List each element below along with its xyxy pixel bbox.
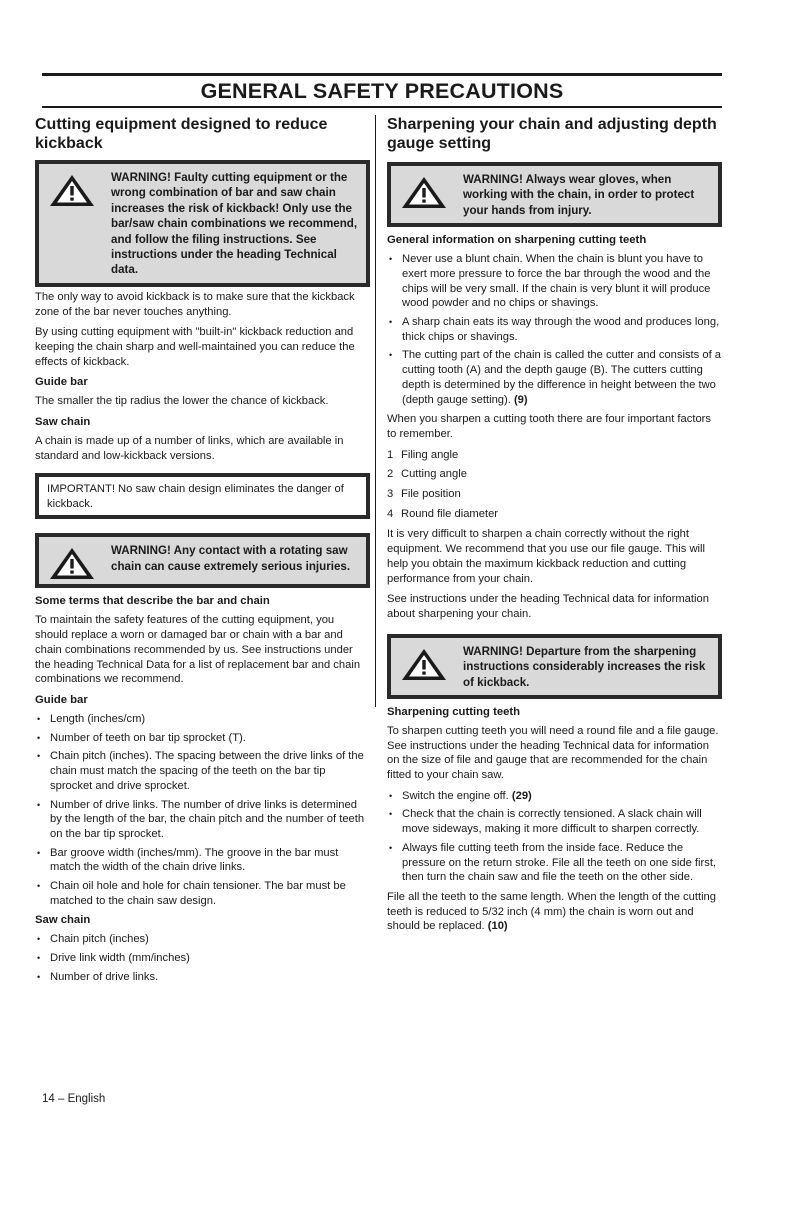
list-item: • Check that the chain is correctly tensioned. A slack chain will move sideways, making it more difficult to sharpen correctly. (387, 807, 722, 836)
warning-box-gloves (387, 162, 722, 227)
subheading-general-info: General information on sharpening cutting teeth (387, 234, 647, 247)
warning-triangle-icon (47, 547, 105, 579)
list-item: • The cutting part of the chain is called the cutter and consists of a cutting tooth (A) and the depth gauge (B). The cutters cutting depth is determined by the difference in height between the two (depth gauge setting). (9) (387, 348, 722, 407)
warning-box-departure (387, 634, 722, 699)
subheading-guide-bar: Guide bar (35, 376, 88, 389)
general-info-list (387, 252, 722, 407)
list-item: 1 Filing angle (387, 448, 459, 461)
warning-text: WARNING! Always wear gloves, when working with the chain, in order to protect your hands from injury. (463, 173, 695, 217)
subheading-saw-chain: Saw chain (35, 914, 91, 927)
figure-reference: (10) (487, 920, 508, 933)
warning-triangle-icon (399, 176, 457, 208)
list-item: • Length (inches/cm) (35, 712, 370, 727)
page-title: GENERAL SAFETY PRECAUTIONS (200, 79, 564, 103)
list-item: • Number of teeth on bar tip sprocket (T). (35, 731, 370, 746)
paragraph: File all the teeth to the same length. When the length of the cutting teeth is reduced to 5/32 inch (4 mm) the chain is worn out and should be replaced. (10) (387, 890, 716, 933)
list-item: • Drive link width (mm/inches) (35, 951, 370, 966)
subheading-sharpening-teeth: Sharpening cutting teeth (387, 705, 521, 718)
paragraph: A chain is made up of a number of links, which are available in standard and low-kickback versions. (35, 435, 344, 462)
list-item: • Bar groove width (inches/mm). The groove in the bar must match the width of the chain drive links. (35, 846, 370, 875)
paragraph: To maintain the safety features of the cutting equipment, you should replace a worn or damaged bar or chain with a bar and chain combinations recommended by us. See instructions under the heading Technical Data for a list of replacement bar and chain combinations we recommend. (35, 614, 361, 686)
sharpening-list (387, 789, 722, 885)
paragraph: It is very difficult to sharpen a chain correctly without the right equipment. We recommend that you use our file gauge. This will help you obtain the maximum kickback reduction and cutting performance from your chain. (387, 528, 705, 585)
important-notice-box: IMPORTANT! No saw chain design eliminates the danger of kickback. (35, 473, 370, 519)
list-item: • Chain pitch (inches). The spacing between the drive links of the chain must match the spacing of the teeth on the bar tip sprocket and drive sprocket. (35, 749, 370, 793)
figure-reference: (29) (511, 789, 532, 802)
list-item: 4 Round file diameter (387, 507, 499, 520)
title-rule (42, 106, 722, 108)
paragraph: The smaller the tip radius the lower the chance of kickback. (35, 395, 329, 408)
column-divider (375, 115, 376, 707)
paragraph: When you sharpen a cutting tooth there are four important factors to remember. (387, 413, 711, 440)
warning-box-faulty-equipment (35, 160, 370, 287)
section-title-sharpening: Sharpening your chain and adjusting depth gauge setting (387, 116, 717, 152)
paragraph: By using cutting equipment with "built-in" kickback reduction and keeping the chain sharp and well-maintained you can reduce the effects of kickback. (35, 326, 355, 368)
list-item: • Chain pitch (inches) (35, 932, 370, 947)
list-item: • Never use a blunt chain. When the chain is blunt you have to exert more pressure to force the bar through the wood and the chips will be very small. If the chain is very blunt it will produce wood powder and no chips or shavings. (387, 252, 722, 311)
list-item: 3 File position (387, 488, 461, 501)
warning-triangle-icon (399, 648, 457, 680)
warning-text: WARNING! Departure from the sharpening instructions considerably increases the risk of kickback. (463, 644, 706, 689)
paragraph: The only way to avoid kickback is to make sure that the kickback zone of the bar never touches anything. (35, 290, 355, 318)
warning-triangle-icon (47, 174, 105, 206)
page-footer: 14 – English (42, 1093, 106, 1105)
list-item: • Number of drive links. (35, 970, 370, 985)
list-item: • Switch the engine off. (29) (387, 789, 722, 804)
subheading-guide-bar: Guide bar (35, 693, 88, 706)
list-item: • Always file cutting teeth from the inside face. Reduce the pressure on the return stroke. File all the teeth on one side first, then turn the chain saw and file the teeth on the other side. (387, 841, 722, 885)
list-item: 2 Cutting angle (387, 468, 467, 481)
guide-bar-list (35, 712, 370, 908)
figure-reference: (9) (513, 393, 528, 406)
list-item: • A sharp chain eats its way through the wood and produces long, thick chips or shavings. (387, 315, 722, 344)
warning-text: WARNING! Any contact with a rotating saw chain can cause extremely serious injuries. (111, 544, 351, 573)
right-column (387, 115, 722, 940)
paragraph: To sharpen cutting teeth you will need a round file and a file gauge. See instructions under the heading Technical data for information on the size of file and gauge that are recommended for the chain fitted to your chain saw. (387, 724, 719, 782)
warning-box-rotating-chain (35, 533, 370, 588)
list-item: • Number of drive links. The number of drive links is determined by the length of the bar, the chain pitch and the number of teeth on the bar tip sprocket. (35, 798, 370, 842)
warning-text: WARNING! Faulty cutting equipment or the wrong combination of bar and saw chain increases the risk of kickback! Only use the bar/saw chain combinations we recommend, and follow the filing instructions. See instructions under the heading Technical data. (111, 171, 358, 277)
section-title-kickback: Cutting equipment designed to reduce kickback (35, 116, 328, 152)
saw-chain-list (35, 932, 370, 984)
subheading-terms: Some terms that describe the bar and chain (35, 595, 270, 608)
factors-list (387, 448, 722, 522)
left-column (35, 115, 370, 990)
list-item: • Chain oil hole and hole for chain tensioner. The bar must be matched to the chain saw design. (35, 879, 370, 908)
paragraph: See instructions under the heading Technical data for information about sharpening your chain. (387, 593, 709, 620)
subheading-saw-chain: Saw chain (35, 416, 91, 429)
